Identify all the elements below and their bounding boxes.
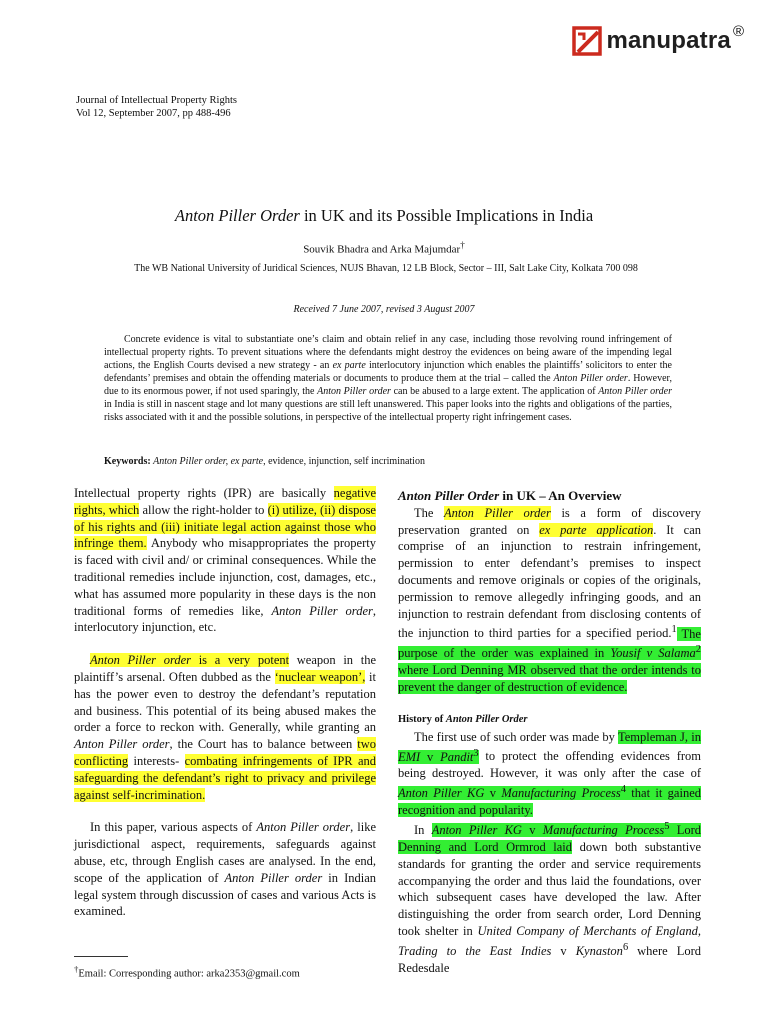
text: v xyxy=(420,749,441,764)
paper-title xyxy=(0,206,768,226)
italic-text: United Company of Merchants of England, Trading to the East Indies xyxy=(398,923,701,958)
right-column xyxy=(398,488,701,976)
text: down both substantive standards for granting the order and service requirements accompanying the order and thus laid the foundations, over which subsequent cases have developed the law. After distinguishing the order from search order, Lord Denning took shelter in xyxy=(398,839,702,938)
keywords-rest: , evidence, injunction, self incrimination xyxy=(263,456,425,467)
abstract-text: . However, due to its enormous power, if not used sparingly, the xyxy=(104,373,672,397)
keywords xyxy=(104,456,672,467)
author-mark: † xyxy=(460,240,465,250)
text: it has the power even to destroy the defendant’s reputation and business. This potential of its being abused makes the order a force to reckon with. Generally, while granting an xyxy=(74,669,376,735)
manupatra-logo xyxy=(572,22,744,56)
keywords-label: Keywords: xyxy=(104,456,151,467)
received-date: Received 7 June 2007, revised 3 August 2007 xyxy=(293,304,475,315)
text: v xyxy=(521,823,543,838)
footnote-ref: 5 xyxy=(664,820,670,832)
italic-text: Manufacturing Process xyxy=(501,786,621,801)
author-names: Souvik Bhadra and Arka Majumdar xyxy=(303,243,461,256)
text: interests- xyxy=(128,753,185,768)
text: , interlocutory injunction, etc. xyxy=(74,603,377,635)
text: Templeman J, in xyxy=(617,729,701,744)
paragraph xyxy=(398,729,701,819)
italic-text: Anton Piller order xyxy=(224,870,323,885)
text: allow the right-holder to xyxy=(139,502,268,517)
italic-text: ex parte application xyxy=(539,522,654,537)
text: In xyxy=(414,823,432,838)
abstract-text: in India is still in nascent stage and lot many questions are still left unanswered. This paper looks into the rights and obligations of the parties, risks associated with it and the possible solutions, in perspective of the intellectual property right infringement cases. xyxy=(104,399,672,423)
keywords-italic: Anton Piller order, ex parte xyxy=(153,456,264,467)
paragraph xyxy=(398,819,701,976)
text: where Lord Denning MR observed that the order intends to prevent the danger of destruction of evidence. xyxy=(398,663,701,695)
italic-text: Anton Piller KG xyxy=(431,823,522,838)
italic-text: Kynaston xyxy=(575,943,623,958)
footnote-ref: 1 xyxy=(671,624,677,636)
footnote-ref: 4 xyxy=(620,784,626,796)
footnote-ref: 2 xyxy=(695,644,701,656)
journal-info xyxy=(76,94,237,120)
abstract-text: interlocutory injunction which enables the plaintiffs’ solicitors to enter the defendants’ premises and obtain the offending materials or documents to produce them at the trial – called the xyxy=(104,360,672,384)
highlight-green xyxy=(398,786,701,817)
footnote-ref: 6 xyxy=(622,941,629,953)
text: Lord Denning and Lord Ormrod laid xyxy=(398,823,701,854)
highlight-yellow: is a very potent xyxy=(191,653,290,668)
text: , the Court has to balance between xyxy=(169,737,358,752)
heading-italic: Anton Piller Order xyxy=(445,713,528,725)
italic-text: Manufacturing Process xyxy=(542,823,665,838)
text: in Indian legal system through discussion of cases and various Acts is examined. xyxy=(74,870,377,919)
text: Intellectual property rights (IPR) are basically xyxy=(74,486,334,500)
highlight-yellow xyxy=(539,523,653,537)
paragraph xyxy=(74,652,376,803)
text: v xyxy=(551,943,576,958)
affiliation: The WB National University of Juridical Sciences, NUJS Bhavan, 12 LB Block, Sector – III, Salt Lake City, Kolkata 700 098 xyxy=(134,263,638,274)
highlight-yellow: ‘nuclear weapon’, xyxy=(274,669,366,684)
highlight-yellow: (i) utilize, (ii) dispose of his rights and (iii) initiate legal action against those who infringe them. xyxy=(74,502,376,551)
highlight-yellow: combating infringements of IPR and safeguarding the defendant’s right to privacy and privilege against self-incrimination. xyxy=(74,753,377,802)
footnote-text: Email: Corresponding author: arka2353@gmail.com xyxy=(78,968,300,980)
text: The xyxy=(414,505,445,520)
text: where Lord Redesdale xyxy=(398,943,701,975)
highlight-yellow: Anton Piller order xyxy=(444,505,551,520)
journal-volume: Vol 12, September 2007, pp 488-496 xyxy=(76,108,231,119)
text: v xyxy=(484,786,502,801)
text: . It can comprise of an injunction to restrain infringement, permission to enter defendant’s premises to inspect documents and remove originals or copies of the originals, permission to remove allegedly infringing goods, and an injunction to restrain defendant from disclosing contents of the injunction to third parties for a specified period. xyxy=(398,522,702,641)
abstract-text: Concrete evidence is vital to substantiate one’s claim and obtain relief in any case, including those revolving round infringement of intellectual property rights. To prevent situations where the defendants might destroy the evidences on being aware of the impending legal actions, the English Courts devised a new strategy - an xyxy=(104,334,672,371)
footnote xyxy=(74,964,300,980)
abstract xyxy=(104,333,672,424)
registered-mark: ® xyxy=(732,22,744,40)
paragraph xyxy=(398,505,701,696)
authors xyxy=(0,240,768,256)
abstract-italic: ex parte xyxy=(332,360,366,371)
heading-text: in UK – An Overview xyxy=(499,488,622,503)
heading-italic: Anton Piller Order xyxy=(398,488,500,503)
abstract-italic: Anton Piller order xyxy=(317,386,391,397)
left-column xyxy=(74,485,376,920)
subsection-heading xyxy=(398,712,701,729)
text: Anybody who misappropriates the property is faced with civil and/ or criminal consequences. While the traditional remedies include injunction, cost, damages, etc., what has assumed more popularity in these days is the non traditional forms of remedies like, xyxy=(74,536,376,618)
italic-text: Anton Piller order xyxy=(271,603,373,618)
footnote-rule xyxy=(74,956,128,957)
text: The first use of such order was made by xyxy=(414,729,618,744)
footnote-ref: 3 xyxy=(473,747,479,759)
abstract-italic: Anton Piller order xyxy=(553,373,628,384)
text: is a form of discovery preservation granted on xyxy=(398,505,702,537)
italic-text: Anton Piller order xyxy=(256,820,351,835)
journal-name: Journal of Intellectual Property Rights xyxy=(76,95,237,106)
logo-text: manupatra xyxy=(606,27,731,54)
heading-text: History of xyxy=(398,713,446,725)
footnote-mark: † xyxy=(74,964,79,974)
highlight-yellow: Anton Piller order xyxy=(90,653,192,668)
italic-text: Pandit xyxy=(440,749,474,764)
section-heading xyxy=(398,488,701,505)
paragraph xyxy=(74,819,376,920)
highlight-yellow: negative rights, which xyxy=(74,486,376,517)
highlight-yellow: two conflicting xyxy=(74,737,376,768)
manupatra-logo-icon xyxy=(572,26,602,56)
italic-text: EMI xyxy=(398,749,421,764)
italic-text: Anton Piller order xyxy=(74,737,170,752)
text: In this paper, various aspects of xyxy=(90,820,257,835)
text: that it gained recognition and popularity. xyxy=(398,786,701,818)
abstract-italic: Anton Piller order xyxy=(598,386,673,397)
title-rest: in UK and its Possible Implications in India xyxy=(299,206,594,225)
text: weapon in the plaintiff’s arsenal. Often dubbed as the xyxy=(74,653,377,684)
italic-text: Anton Piller KG xyxy=(398,786,485,801)
italic-text: Yousif v Salama xyxy=(610,646,696,661)
title-italic: Anton Piller Order xyxy=(174,206,300,225)
paragraph xyxy=(74,485,376,636)
text: to protect the offending evidences from being destroyed. However, it was only after the case of xyxy=(398,749,702,781)
abstract-text: can be abused to a large extent. The application of xyxy=(390,386,599,397)
text: , like jurisdictional aspect, requirements, safeguards against abuse, etc, through English cases are analysed. In the end, scope of the application of xyxy=(74,820,376,885)
text: The purpose of the order was explained in xyxy=(398,626,701,661)
